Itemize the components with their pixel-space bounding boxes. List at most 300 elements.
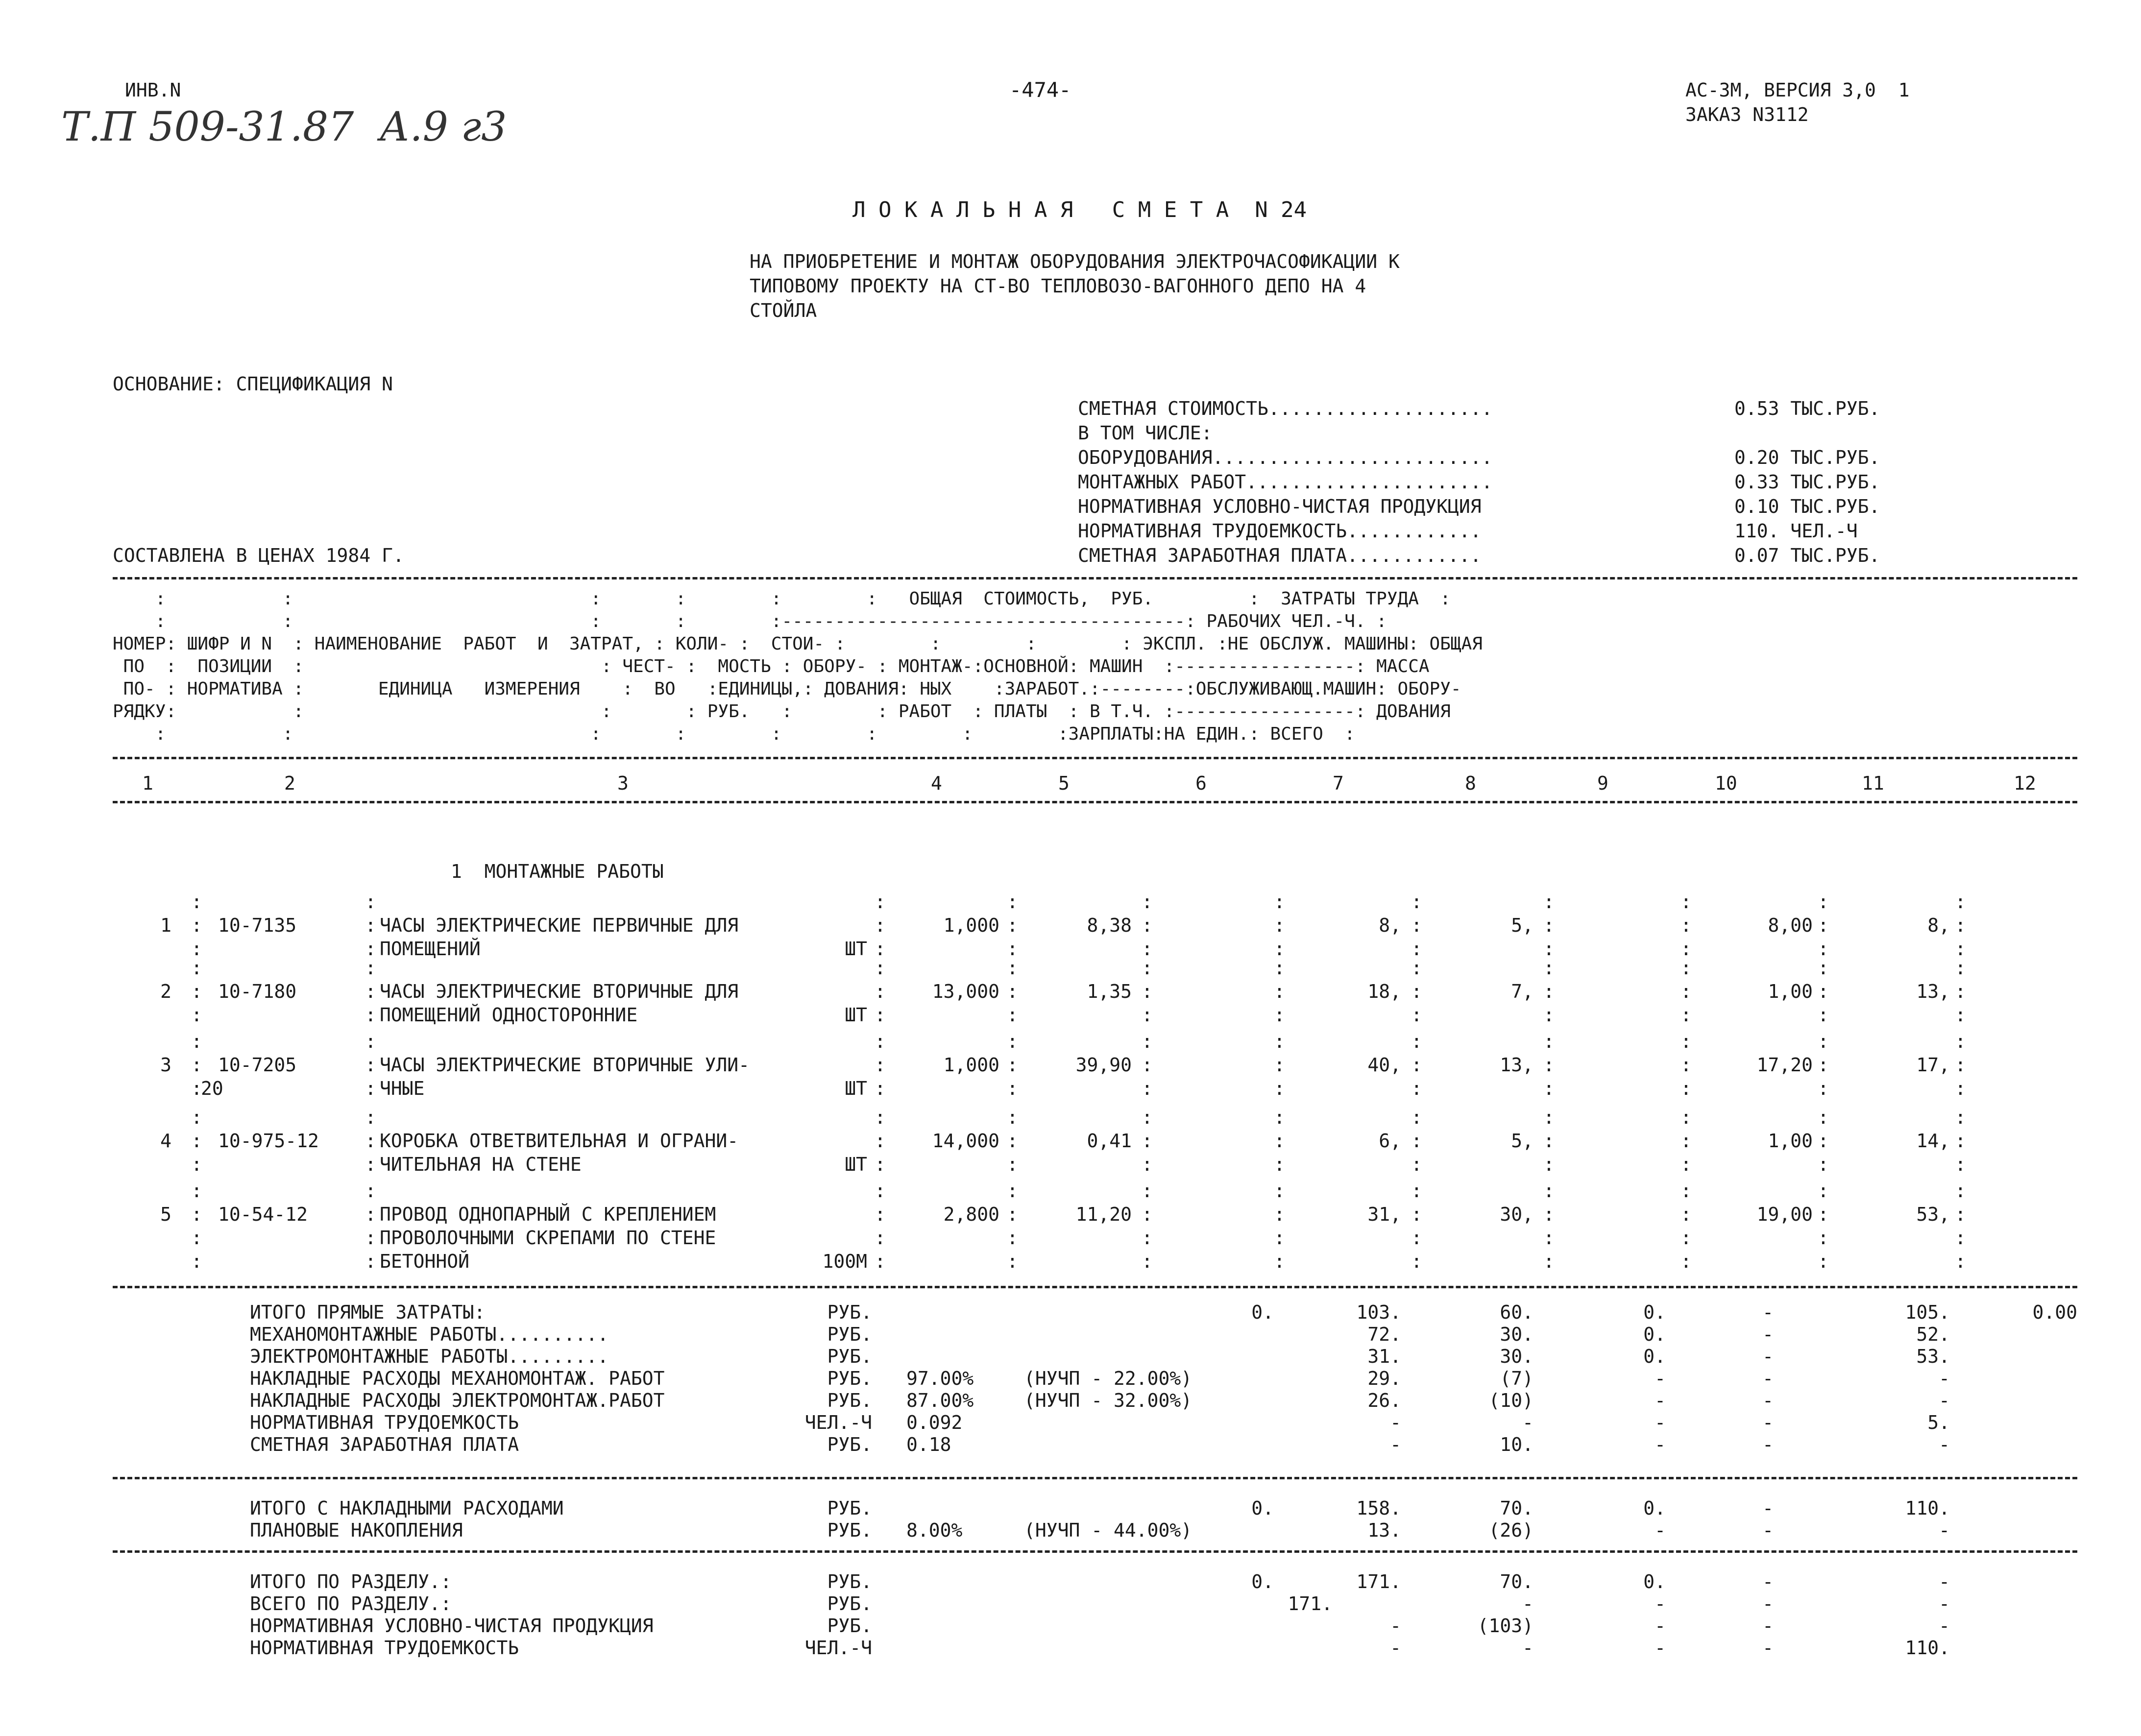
column-separator: : xyxy=(365,1251,376,1272)
subtitle-line-2: ТИПОВОМУ ПРОЕКТУ НА СТ-ВО ТЕПЛОВОЗО-ВАГОННОГО ДЕПО НА 4 xyxy=(750,275,1366,297)
column-separator: : xyxy=(365,981,376,1002)
column-separator: : xyxy=(875,938,886,960)
column-separator: : xyxy=(1142,1130,1153,1152)
column-separator: : xyxy=(1955,1227,1966,1249)
totals-machines: - xyxy=(1654,1519,1666,1541)
column-separator: : xyxy=(365,938,376,960)
totals-label: НОРМАТИВНАЯ ТРУДОЕМКОСТЬ xyxy=(250,1412,519,1433)
column-separator: : xyxy=(1955,1204,1966,1225)
column-separator: : xyxy=(1818,1227,1829,1249)
column-separator: : xyxy=(1142,1154,1153,1175)
totals-nuchp: (НУЧП - 44.00%) xyxy=(1024,1519,1192,1541)
column-separator: : xyxy=(1543,938,1555,960)
column-separator: : xyxy=(1411,981,1422,1002)
totals-equipment: 0. xyxy=(1251,1302,1274,1323)
totals-machines: - xyxy=(1654,1368,1666,1389)
summary-label: СМЕТНАЯ ЗАРАБОТНАЯ ПЛАТА............ xyxy=(1078,545,1482,566)
column-separator: : xyxy=(1274,1227,1285,1249)
column-separator: : xyxy=(1411,1004,1422,1026)
column-number: 11 xyxy=(1862,772,1884,794)
header-line: НОМЕР: ШИФР И N : НАИМЕНОВАНИЕ РАБОТ И ЗАТРАТ, : КОЛИ- : СТОИ- : : : : ЭКСПЛ. :НЕ ОБСЛУЖ. МАШИНЫ: ОБЩАЯ xyxy=(113,634,1483,654)
totals-wage: (10) xyxy=(1488,1390,1533,1411)
montage-cost: 18, xyxy=(1367,981,1401,1002)
column-separator: : xyxy=(191,1078,202,1099)
item-name-line2: ПРОВОЛОЧНЫМИ СКРЕПАМИ ПО СТЕНЕ xyxy=(380,1227,716,1249)
totals-rate: 0.092 xyxy=(906,1412,963,1433)
totals-wage: 30. xyxy=(1500,1324,1533,1345)
totals-nuchp: (НУЧП - 32.00%) xyxy=(1024,1390,1192,1411)
summary-value: 0.10 ТЫС.РУБ. xyxy=(1734,496,1880,517)
header-bottom-rule xyxy=(113,757,2077,759)
quantity: 1,000 xyxy=(943,1054,999,1076)
column-separator: : xyxy=(1818,957,1829,979)
column-separator: : xyxy=(365,915,376,936)
totals-montage: 31. xyxy=(1367,1346,1401,1367)
column-separator: : xyxy=(1680,1054,1692,1076)
column-separator: : xyxy=(191,1251,202,1272)
column-separator: : xyxy=(191,1054,202,1076)
column-separator: : xyxy=(1274,1078,1285,1099)
montage-cost: 6, xyxy=(1379,1130,1401,1152)
column-number: 7 xyxy=(1333,772,1344,794)
column-separator: : xyxy=(1274,1054,1285,1076)
totals-wage: (7) xyxy=(1500,1368,1533,1389)
totals-unit: РУБ. xyxy=(827,1615,872,1637)
column-separator: : xyxy=(1955,981,1966,1002)
montage-cost: 40, xyxy=(1367,1054,1401,1076)
totals-wage: (26) xyxy=(1488,1519,1533,1541)
column-separator: : xyxy=(1007,1004,1018,1026)
totals-machines: 0. xyxy=(1643,1324,1666,1345)
column-separator: : xyxy=(191,1227,202,1249)
column-separator: : xyxy=(191,1204,202,1225)
column-separator: : xyxy=(1274,1031,1285,1052)
column-separator: : xyxy=(1007,1130,1018,1152)
column-number: 1 xyxy=(142,772,153,794)
totals-machines: 0. xyxy=(1643,1302,1666,1323)
column-separator: : xyxy=(1818,1054,1829,1076)
column-separator: : xyxy=(1142,1251,1153,1272)
summary-value: 0.33 ТЫС.РУБ. xyxy=(1734,471,1880,493)
totals-rate: 97.00% xyxy=(906,1368,974,1389)
summary-label: СМЕТНАЯ СТОИМОСТЬ.................... xyxy=(1078,398,1493,419)
column-separator: : xyxy=(1543,1031,1555,1052)
column-separator: : xyxy=(1142,981,1153,1002)
column-separator: : xyxy=(1680,1180,1692,1202)
totals-unit: ЧЕЛ.-Ч xyxy=(804,1412,872,1433)
column-separator: : xyxy=(1274,1154,1285,1175)
unit-price: 0,41 xyxy=(1087,1130,1132,1152)
system-version: АС-3М, ВЕРСИЯ 3,0 1 xyxy=(1685,79,1910,101)
column-separator: : xyxy=(191,1004,202,1026)
totals-wage: - xyxy=(1522,1593,1533,1615)
totals-unit: ЧЕЛ.-Ч xyxy=(804,1637,872,1659)
page-number: -474- xyxy=(1009,78,1071,102)
column-separator: : xyxy=(875,891,886,913)
item-name-line2: ЧНЫЕ xyxy=(380,1078,425,1099)
totals-labor: - xyxy=(1939,1593,1950,1615)
column-separator: : xyxy=(1680,891,1692,913)
quantity: 2,800 xyxy=(943,1204,999,1225)
column-separator: : xyxy=(1142,1227,1153,1249)
column-separator: : xyxy=(1142,891,1153,913)
column-separator: : xyxy=(1411,1054,1422,1076)
unit-price: 39,90 xyxy=(1075,1054,1132,1076)
column-separator: : xyxy=(1543,1154,1555,1175)
totals-montage: 29. xyxy=(1367,1368,1401,1389)
column-separator: : xyxy=(1680,938,1692,960)
column-separator: : xyxy=(875,1078,886,1099)
column-separator: : xyxy=(1543,915,1555,936)
column-separator: : xyxy=(1007,1054,1018,1076)
column-separator: : xyxy=(875,1031,886,1052)
column-number: 6 xyxy=(1195,772,1207,794)
subtitle-line-1: НА ПРИОБРЕТЕНИЕ И МОНТАЖ ОБОРУДОВАНИЯ ЭЛЕКТРОЧАСОФИКАЦИИ К xyxy=(750,251,1400,272)
column-separator: : xyxy=(1818,1204,1829,1225)
unit: ШТ xyxy=(845,1154,867,1175)
column-separator: : xyxy=(1955,1251,1966,1272)
totals-label: ПЛАНОВЫЕ НАКОПЛЕНИЯ xyxy=(250,1519,463,1541)
totals-montage: 158. xyxy=(1356,1497,1401,1519)
column-separator: : xyxy=(1142,1004,1153,1026)
labor-total: 13, xyxy=(1916,981,1950,1002)
column-separator: : xyxy=(1818,981,1829,1002)
totals-montage: 171. xyxy=(1356,1571,1401,1592)
column-separator: : xyxy=(875,1251,886,1272)
column-separator: : xyxy=(1955,1031,1966,1052)
column-separator: : xyxy=(1680,1227,1692,1249)
column-separator: : xyxy=(1007,1154,1018,1175)
column-separator: : xyxy=(1543,1107,1555,1128)
column-separator: : xyxy=(1411,957,1422,979)
totals-label: ВСЕГО ПО РАЗДЕЛУ.: xyxy=(250,1593,452,1615)
column-separator: : xyxy=(1274,1004,1285,1026)
totals-unit: РУБ. xyxy=(827,1434,872,1455)
totals-labor: - xyxy=(1939,1390,1950,1411)
column-separator: : xyxy=(1274,1130,1285,1152)
column-separator: : xyxy=(1007,1180,1018,1202)
column-separator: : xyxy=(1955,1130,1966,1152)
totals-unit: РУБ. xyxy=(827,1497,872,1519)
column-separator: : xyxy=(1543,981,1555,1002)
column-separator: : xyxy=(875,1130,886,1152)
column-separator: : xyxy=(365,1078,376,1099)
column-separator: : xyxy=(1680,1078,1692,1099)
totals-per-unit: - xyxy=(1762,1637,1774,1659)
totals-unit: РУБ. xyxy=(827,1346,872,1367)
header-line: ПО- : НОРМАТИВА : ЕДИНИЦА ИЗМЕРЕНИЯ : ВО :ЕДИНИЦЫ,: ДОВАНИЯ: НЫХ :ЗАРАБОТ.:--------:ОБСЛУЖИВАЮЩ.МАШИН: ОБОРУ- xyxy=(113,679,1461,699)
order-number: ЗАКАЗ N3112 xyxy=(1685,104,1809,125)
totals-montage: - xyxy=(1390,1615,1401,1637)
column-separator: : xyxy=(1680,1004,1692,1026)
column-separator: : xyxy=(1680,1154,1692,1175)
totals-unit: РУБ. xyxy=(827,1324,872,1345)
summary-label: ОБОРУДОВАНИЯ......................... xyxy=(1078,447,1493,468)
totals-label: НАКЛАДНЫЕ РАСХОДЫ МЕХАНОМОНТАЖ. РАБОТ xyxy=(250,1368,665,1389)
totals-label: ЭЛЕКТРОМОНТАЖНЫЕ РАБОТЫ......... xyxy=(250,1346,609,1367)
column-separator: : xyxy=(1955,957,1966,979)
column-separator: : xyxy=(1411,1180,1422,1202)
quantity: 14,000 xyxy=(932,1130,999,1152)
column-separator: : xyxy=(1274,1251,1285,1272)
column-number: 8 xyxy=(1465,772,1476,794)
column-separator: : xyxy=(365,1204,376,1225)
column-separator: : xyxy=(1274,1180,1285,1202)
totals-equipment: 171. xyxy=(1288,1593,1333,1615)
column-number: 9 xyxy=(1597,772,1608,794)
column-separator: : xyxy=(1007,1204,1018,1225)
column-separator: : xyxy=(1680,1107,1692,1128)
column-separator: : xyxy=(1680,1251,1692,1272)
totals-rate: 8.00% xyxy=(906,1519,963,1541)
column-separator: : xyxy=(1818,1078,1829,1099)
column-separator: : xyxy=(1274,1204,1285,1225)
price-level: СОСТАВЛЕНА В ЦЕНАХ 1984 Г. xyxy=(113,545,404,566)
column-separator: : xyxy=(875,1054,886,1076)
unit: ШТ xyxy=(845,1004,867,1026)
totals-wage: 10. xyxy=(1500,1434,1533,1455)
totals-per-unit: - xyxy=(1762,1571,1774,1592)
column-separator: : xyxy=(1007,1031,1018,1052)
unit-price: 1,35 xyxy=(1087,981,1132,1002)
totals-labor: 5. xyxy=(1927,1412,1950,1433)
column-separator: : xyxy=(1543,1078,1555,1099)
column-separator: : xyxy=(1680,915,1692,936)
column-separator: : xyxy=(1411,1107,1422,1128)
item-name-line1: ПРОВОД ОДНОПАРНЫЙ С КРЕПЛЕНИЕМ xyxy=(380,1204,716,1225)
column-separator: : xyxy=(1955,915,1966,936)
item-name-line1: ЧАСЫ ЭЛЕКТРИЧЕСКИЕ ПЕРВИЧНЫЕ ДЛЯ xyxy=(380,915,739,936)
column-separator: : xyxy=(191,1107,202,1128)
totals-wage: - xyxy=(1522,1637,1533,1659)
column-separator: : xyxy=(1411,1130,1422,1152)
totals-label: НОРМАТИВНАЯ УСЛОВНО-ЧИСТАЯ ПРОДУКЦИЯ xyxy=(250,1615,654,1637)
column-separator: : xyxy=(875,1180,886,1202)
totals-unit: РУБ. xyxy=(827,1571,872,1592)
totals-wage: - xyxy=(1522,1412,1533,1433)
column-separator: : xyxy=(365,891,376,913)
column-separator: : xyxy=(1411,1078,1422,1099)
labor-per-unit: 19,00 xyxy=(1756,1204,1813,1225)
column-separator: : xyxy=(1955,1154,1966,1175)
summary-value: 110. ЧЕЛ.-Ч xyxy=(1734,520,1858,542)
base-wage: 30, xyxy=(1500,1204,1533,1225)
column-separator: : xyxy=(1142,938,1153,960)
row-number: 1 xyxy=(160,915,171,936)
row-number: 3 xyxy=(160,1054,171,1076)
totals-label: СМЕТНАЯ ЗАРАБОТНАЯ ПЛАТА xyxy=(250,1434,519,1455)
totals-montage: 72. xyxy=(1367,1324,1401,1345)
section-title: 1 МОНТАЖНЫЕ РАБОТЫ xyxy=(451,861,664,882)
totals-machines: - xyxy=(1654,1390,1666,1411)
column-separator: : xyxy=(875,1204,886,1225)
labor-total: 53, xyxy=(1916,1204,1950,1225)
column-separator: : xyxy=(191,891,202,913)
column-separator: : xyxy=(1818,1130,1829,1152)
quantity: 13,000 xyxy=(932,981,999,1002)
column-numbers-rule xyxy=(113,801,2077,803)
base-wage: 13, xyxy=(1500,1054,1533,1076)
totals-per-unit: - xyxy=(1762,1519,1774,1541)
row-number: 5 xyxy=(160,1204,171,1225)
totals-montage: 103. xyxy=(1356,1302,1401,1323)
column-separator: : xyxy=(1955,891,1966,913)
column-separator: : xyxy=(875,1227,886,1249)
column-separator: : xyxy=(1007,891,1018,913)
montage-cost: 31, xyxy=(1367,1204,1401,1225)
column-separator: : xyxy=(875,1107,886,1128)
column-separator: : xyxy=(1680,981,1692,1002)
column-separator: : xyxy=(1007,957,1018,979)
row-number: 4 xyxy=(160,1130,171,1152)
base-wage: 5, xyxy=(1511,915,1533,936)
summary-value: 0.53 ТЫС.РУБ. xyxy=(1734,398,1880,419)
totals-wage: 70. xyxy=(1500,1571,1533,1592)
totals-wage: 70. xyxy=(1500,1497,1533,1519)
totals-mass: 0.00 xyxy=(2032,1302,2077,1323)
totals-per-unit: - xyxy=(1762,1615,1774,1637)
totals-per-unit: - xyxy=(1762,1412,1774,1433)
column-separator: : xyxy=(365,1031,376,1052)
column-separator: : xyxy=(1007,981,1018,1002)
header-line: : : : : :--------------------------------------: РАБОЧИХ ЧЕЛ.-Ч. : xyxy=(113,611,1387,631)
column-separator: : xyxy=(1680,957,1692,979)
column-separator: : xyxy=(1818,1031,1829,1052)
column-separator: : xyxy=(365,957,376,979)
labor-per-unit: 1,00 xyxy=(1768,1130,1813,1152)
column-separator: : xyxy=(1543,1204,1555,1225)
column-separator: : xyxy=(875,1154,886,1175)
unit: 100М xyxy=(822,1251,867,1272)
item-name-line1: ЧАСЫ ЭЛЕКТРИЧЕСКИЕ ВТОРИЧНЫЕ УЛИ- xyxy=(380,1054,750,1076)
totals-rate: 0.18 xyxy=(906,1434,951,1455)
column-separator: : xyxy=(365,1154,376,1175)
unit: ШТ xyxy=(845,1078,867,1099)
column-separator: : xyxy=(1955,1078,1966,1099)
totals-machines: - xyxy=(1654,1434,1666,1455)
column-separator: : xyxy=(191,1031,202,1052)
column-separator: : xyxy=(191,1130,202,1152)
column-separator: : xyxy=(191,957,202,979)
totals-montage: - xyxy=(1390,1637,1401,1659)
column-separator: : xyxy=(1955,1107,1966,1128)
column-separator: : xyxy=(1142,915,1153,936)
labor-total: 17, xyxy=(1916,1054,1950,1076)
totals-unit: РУБ. xyxy=(827,1390,872,1411)
totals-labor: 110. xyxy=(1905,1637,1950,1659)
normative-code: 10-975-12 xyxy=(218,1130,319,1152)
item-name-line2: ЧИТЕЛЬНАЯ НА СТЕНЕ xyxy=(380,1154,582,1175)
column-separator: : xyxy=(1955,1004,1966,1026)
column-separator: : xyxy=(365,1054,376,1076)
column-separator: : xyxy=(365,1227,376,1249)
column-separator: : xyxy=(1411,1031,1422,1052)
base-wage: 5, xyxy=(1511,1130,1533,1152)
column-separator: : xyxy=(1411,1227,1422,1249)
column-separator: : xyxy=(875,915,886,936)
normative-code-suffix: 20 xyxy=(201,1078,223,1099)
column-separator: : xyxy=(875,1004,886,1026)
totals-machines: - xyxy=(1654,1637,1666,1659)
totals-machines: - xyxy=(1654,1593,1666,1615)
column-separator: : xyxy=(1274,1107,1285,1128)
column-separator: : xyxy=(1818,1004,1829,1026)
column-separator: : xyxy=(1411,891,1422,913)
column-separator: : xyxy=(1142,1204,1153,1225)
totals-montage: - xyxy=(1390,1412,1401,1433)
totals-machines: 0. xyxy=(1643,1346,1666,1367)
column-separator: : xyxy=(1543,1004,1555,1026)
column-separator: : xyxy=(1142,1180,1153,1202)
inventory-label: ИНВ.N xyxy=(125,79,181,101)
totals-label: НАКЛАДНЫЕ РАСХОДЫ ЭЛЕКТРОМОНТАЖ.РАБОТ xyxy=(250,1390,665,1411)
header-line: ПО : ПОЗИЦИИ : : ЧЕСТ- : МОСТЬ : ОБОРУ- : МОНТАЖ-:ОСНОВНОЙ: МАШИН :-----------------: МАССА xyxy=(113,656,1430,676)
column-separator: : xyxy=(1411,1204,1422,1225)
column-separator: : xyxy=(1274,915,1285,936)
column-separator: : xyxy=(1007,1078,1018,1099)
totals-per-unit: - xyxy=(1762,1593,1774,1615)
totals-labor: 52. xyxy=(1916,1324,1950,1345)
totals-label: ИТОГО ПО РАЗДЕЛУ.: xyxy=(250,1571,452,1592)
totals-wage: 30. xyxy=(1500,1346,1533,1367)
totals-labor: 110. xyxy=(1905,1497,1950,1519)
totals2-bottom-rule xyxy=(113,1550,2077,1553)
summary-label: МОНТАЖНЫХ РАБОТ...................... xyxy=(1078,471,1493,493)
header-line: РЯДКУ: : : : РУБ. : : РАБОТ : ПЛАТЫ : В Т.Ч. :-----------------: ДОВАНИЯ xyxy=(113,701,1451,722)
column-separator: : xyxy=(1680,1130,1692,1152)
totals-label: МЕХАНОМОНТАЖНЫЕ РАБОТЫ.......... xyxy=(250,1324,609,1345)
document-title: Л О К А Л Ь Н А Я С М Е Т А N 24 xyxy=(852,197,1307,222)
column-separator: : xyxy=(191,938,202,960)
item-name-line1: ЧАСЫ ЭЛЕКТРИЧЕСКИЕ ВТОРИЧНЫЕ ДЛЯ xyxy=(380,981,739,1002)
totals-per-unit: - xyxy=(1762,1434,1774,1455)
column-separator: : xyxy=(1680,1204,1692,1225)
totals-per-unit: - xyxy=(1762,1324,1774,1345)
column-number: 2 xyxy=(284,772,295,794)
item-name-line3: БЕТОННОЙ xyxy=(380,1251,470,1272)
totals-machines: - xyxy=(1654,1412,1666,1433)
column-separator: : xyxy=(1142,1107,1153,1128)
totals-machines: - xyxy=(1654,1615,1666,1637)
column-separator: : xyxy=(1274,938,1285,960)
column-separator: : xyxy=(365,1107,376,1128)
totals-unit: РУБ. xyxy=(827,1302,872,1323)
column-separator: : xyxy=(1818,915,1829,936)
column-separator: : xyxy=(1411,1154,1422,1175)
totals-labor: - xyxy=(1939,1571,1950,1592)
column-number: 10 xyxy=(1715,772,1737,794)
summary-label: НОРМАТИВНАЯ ТРУДОЕМКОСТЬ............ xyxy=(1078,520,1482,542)
totals-machines: 0. xyxy=(1643,1571,1666,1592)
labor-per-unit: 1,00 xyxy=(1768,981,1813,1002)
column-separator: : xyxy=(1274,981,1285,1002)
totals-unit: РУБ. xyxy=(827,1368,872,1389)
totals-labor: 53. xyxy=(1916,1346,1950,1367)
item-name-line2: ПОМЕЩЕНИЙ ОДНОСТОРОННИЕ xyxy=(380,1004,638,1026)
labor-per-unit: 8,00 xyxy=(1768,915,1813,936)
normative-code: 10-54-12 xyxy=(218,1204,308,1225)
summary-label: В ТОМ ЧИСЛЕ: xyxy=(1078,422,1213,444)
totals-per-unit: - xyxy=(1762,1390,1774,1411)
column-separator: : xyxy=(365,1130,376,1152)
totals-equipment: 0. xyxy=(1251,1497,1274,1519)
normative-code: 10-7205 xyxy=(218,1054,297,1076)
column-separator: : xyxy=(1543,1054,1555,1076)
labor-total: 8, xyxy=(1927,915,1950,936)
montage-cost: 8, xyxy=(1379,915,1401,936)
column-number: 3 xyxy=(617,772,629,794)
totals-per-unit: - xyxy=(1762,1346,1774,1367)
